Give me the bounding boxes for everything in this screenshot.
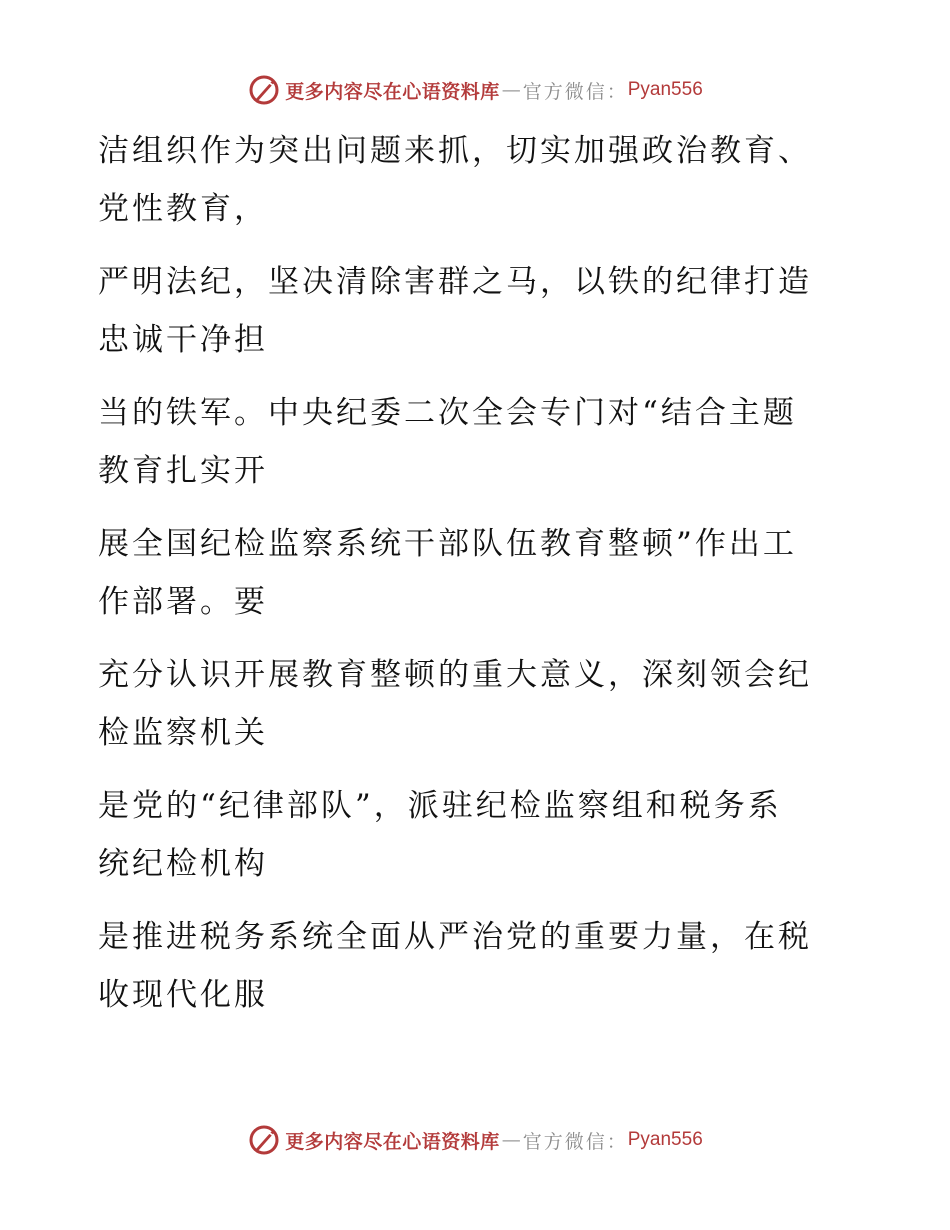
- paragraph-line: 党性教育，: [98, 191, 268, 227]
- footer-wechat-id: Pyan556: [627, 1129, 703, 1150]
- paragraph: [98, 908, 838, 1024]
- document-body: [98, 122, 838, 1039]
- paragraph: [98, 253, 838, 369]
- footer-brand-text: 更多内容尽在心语资料库: [285, 1130, 500, 1153]
- paragraph-line: 严明法纪，坚决清除害群之马，以铁的纪律打造: [98, 264, 812, 300]
- paragraph-line: 充分认识开展教育整顿的重大意义，深刻领会纪: [98, 657, 812, 693]
- header-banner: [0, 70, 950, 110]
- paragraph-line: 是党的“纪律部队”，派驻纪检监察组和税务系: [98, 788, 782, 824]
- paragraph: [98, 646, 838, 762]
- header-wechat-id: Pyan556: [627, 79, 703, 100]
- footer-wechat-label: 官方微信：: [522, 1130, 628, 1153]
- paragraph: [98, 777, 838, 893]
- paragraph: [98, 384, 838, 500]
- paragraph-line: 作部署。要: [98, 584, 268, 620]
- paragraph-line: 教育扎实开: [98, 453, 268, 489]
- paragraph: [98, 515, 838, 631]
- header-wechat-label: 官方微信：: [522, 80, 628, 103]
- paragraph-line: 收现代化服: [98, 977, 268, 1013]
- footer-banner: [0, 1120, 950, 1160]
- header-brand-text: 更多内容尽在心语资料库: [285, 80, 500, 103]
- paragraph-line: 忠诚干净担: [98, 322, 268, 358]
- paragraph-line: 检监察机关: [98, 715, 268, 751]
- paragraph-line: 展全国纪检监察系统干部队伍教育整顿”作出工: [98, 526, 797, 562]
- quill-pen-logo-icon: [247, 1123, 281, 1157]
- footer-dash: —: [501, 1129, 521, 1151]
- paragraph-line: 洁组织作为突出问题来抓，切实加强政治教育、: [98, 133, 812, 169]
- header-dash: —: [501, 79, 521, 101]
- paragraph-line: 是推进税务系统全面从严治党的重要力量，在税: [98, 919, 812, 955]
- paragraph-line: 当的铁军。中央纪委二次全会专门对“结合主题: [98, 395, 797, 431]
- paragraph-line: 统纪检机构: [98, 846, 268, 882]
- paragraph: [98, 122, 838, 238]
- quill-pen-logo-icon: [247, 73, 281, 107]
